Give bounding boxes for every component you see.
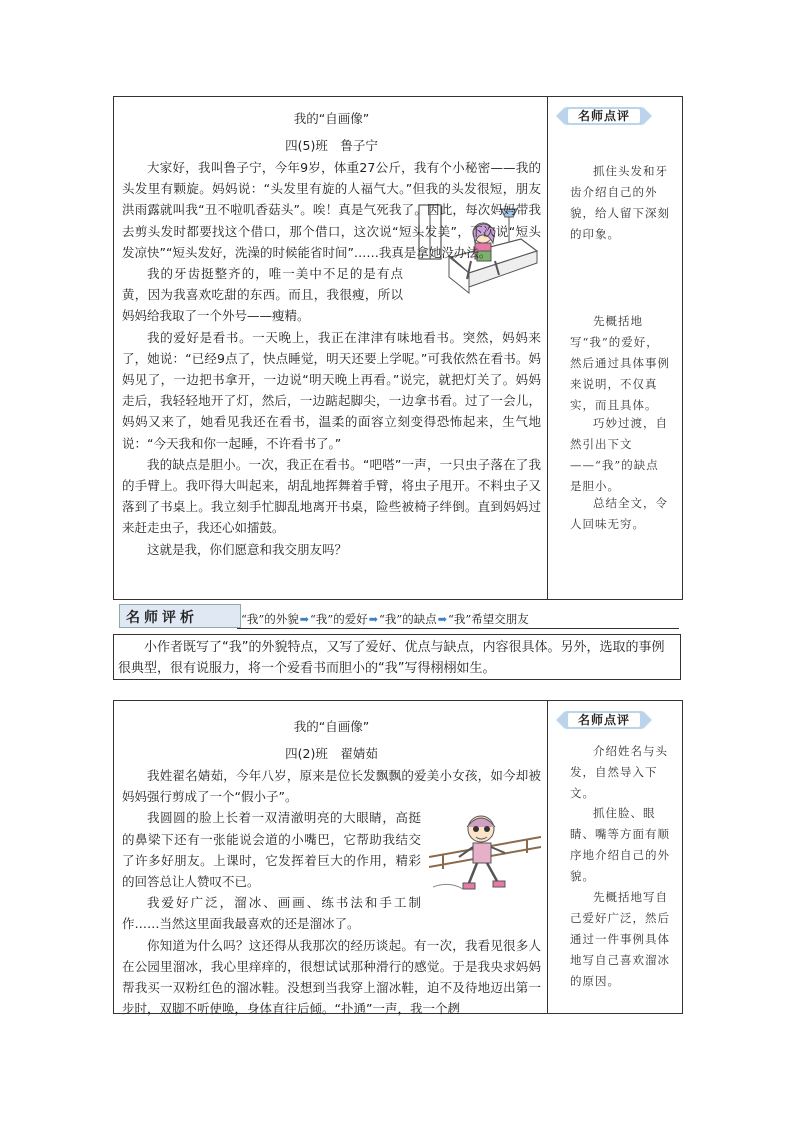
arrow-right-icon: ➡ bbox=[368, 613, 378, 626]
comment-note: 介绍姓名与头发，自然导入下文。 bbox=[570, 744, 668, 800]
essay-2-box bbox=[113, 700, 683, 1017]
essay-1-comments bbox=[548, 97, 682, 599]
essay-2-paragraph: 你知道为什么吗？这还得从我那次的经历谈起。有一次，我看见很多人在公园里溜冰，我心里痒痒的，很想试试那种滑行的感觉。于是我央求妈妈帮我买一双粉红色的溜冰鞋。没想到当我穿上溜冰鞋，迫不及待地迈出第一步时，双脚不听使唤，身体直往后倾。“扑通”一声，我一个趔 bbox=[122, 937, 541, 1017]
essay-1-title: 我的“自画像” bbox=[293, 111, 370, 126]
comment-note: 先概括地写“我”的爱好，然后通过具体事例来说明，不仅真实，而且具体。 bbox=[570, 314, 670, 412]
review-text: 小作者既写了“我”的外貌特点，又写了爱好、优点与缺点，内容很具体。另外，选取的事例很典型，很有说服力，将一个爱看书而胆小的“我”写得栩栩如生。 bbox=[113, 634, 681, 680]
review-title: 名师评析 bbox=[119, 604, 241, 628]
essay-1-box bbox=[113, 96, 683, 600]
essay-1-paragraph: 大家好，我叫鲁子宁，今年9岁，体重27公斤，我有个小秘密——我的头发里有颗旋。妈妈说：“头发里有旋的人福气大。”但我的头发很短，朋友洪雨露就叫我“丑不啦叽香菇头”。唉！真是气死我了。因此，每次妈妈带我去剪头发时都要找这个借口，那个借口，这次说“短头发美”，下次说“短头发凉快”“短头发好，洗澡的时候能省时间”……我真是拿她没办法。 bbox=[122, 160, 541, 260]
essay-1-paragraph: 我的牙齿挺整齐的，唯一美中不足的是有点黄，因为我喜欢吃甜的东西。而且，我很瘦，所以妈妈给我取了一个外号——瘦精。 bbox=[122, 266, 403, 324]
flow-step: “我”的外貌 bbox=[241, 612, 299, 626]
essay-2-author: 四(2)班 翟婧茹 bbox=[285, 746, 378, 761]
review-strip bbox=[113, 602, 681, 632]
teacher-comment-badge: 名师点评 bbox=[556, 710, 652, 730]
comment-note: 抓住头发和牙齿介绍自己的外貌，给人留下深刻的印象。 bbox=[570, 164, 670, 241]
flow-step: “我”希望交朋友 bbox=[447, 612, 529, 626]
arrow-right-icon: ➡ bbox=[299, 613, 309, 626]
comment-note: 总结全文，令人回味无穷。 bbox=[570, 496, 668, 531]
comment-note: 抓住脸、眼睛、嘴等方面有顺序地介绍自己的外貌。 bbox=[570, 806, 670, 883]
comment-note: 巧妙过渡，自然引出下文——“我”的缺点是胆小。 bbox=[570, 416, 668, 493]
essay-1-paragraph: 我的缺点是胆小。一次，我正在看书。“吧嗒”一声，一只虫子落在了我的手臂上。我吓得大叫起来，胡乱地挥舞着手臂，将虫子甩开。不料虫子又落到了书桌上。我立刻手忙脚乱地离开书桌，险些被椅子绊倒。直到妈妈过来赶走虫子，我还心如擂鼓。 bbox=[122, 456, 541, 536]
essay-2-comments bbox=[548, 701, 682, 1013]
girl-skating-illustration bbox=[429, 807, 541, 899]
essay-1-author: 四(5)班 鲁子宁 bbox=[285, 138, 378, 153]
essay-2-paragraph: 我爱好广泛，溜冰、画画、练书法和手工制作……当然这里面我最喜欢的还是溜冰了。 bbox=[122, 895, 421, 932]
flow-step: “我”的缺点 bbox=[378, 612, 437, 626]
essay-2-paragraph: 我圆圆的脸上长着一双清澈明亮的大眼睛，高挺的鼻梁下还有一张能说会道的小嘴巴，它帮助我结交了许多好朋友。上课时，它发挥着巨大的作用，精彩的回答总让人赞叹不已。 bbox=[122, 810, 421, 890]
essay-2-title: 我的“自画像” bbox=[293, 719, 370, 734]
arrow-right-icon: ➡ bbox=[437, 613, 447, 626]
essay-1-paragraph: 我的爱好是看书。一天晚上，我正在津津有味地看书。突然，妈妈来了，她说：“已经9点了，快点睡觉，明天还要上学呢。”可我依然在看书。妈妈见了，一边把书拿开，一边说“明天晚上再看。”说完，就把灯关了。妈妈走后，我轻轻地开了灯，然后，一边踮起脚尖，一边拿书看。过了一会儿，妈妈又来了，她看见我还在看书，温柔的面容立刻变得恐怖起来，生气地说：“今天我和你一起睡，不许看书了。” bbox=[122, 329, 541, 451]
essay-1-body bbox=[114, 97, 548, 599]
essay-1-paragraph: 这就是我，你们愿意和我交朋友吗？ bbox=[147, 541, 348, 557]
flow-step: “我”的爱好 bbox=[309, 612, 368, 626]
essay-2-paragraph: 我姓翟名婧茹，今年八岁，原来是位长发飘飘的爱美小女孩，如今却被妈妈强行剪成了一个“假小子”。 bbox=[122, 768, 541, 805]
flow-underline bbox=[237, 628, 679, 629]
structure-flow bbox=[241, 611, 529, 627]
comment-note: 先概括地写自己爱好广泛，然后通过一件事例具体地写自己喜欢溜冰的原因。 bbox=[570, 890, 670, 988]
essay-2-body bbox=[114, 701, 548, 1017]
teacher-comment-badge: 名师点评 bbox=[556, 106, 652, 126]
